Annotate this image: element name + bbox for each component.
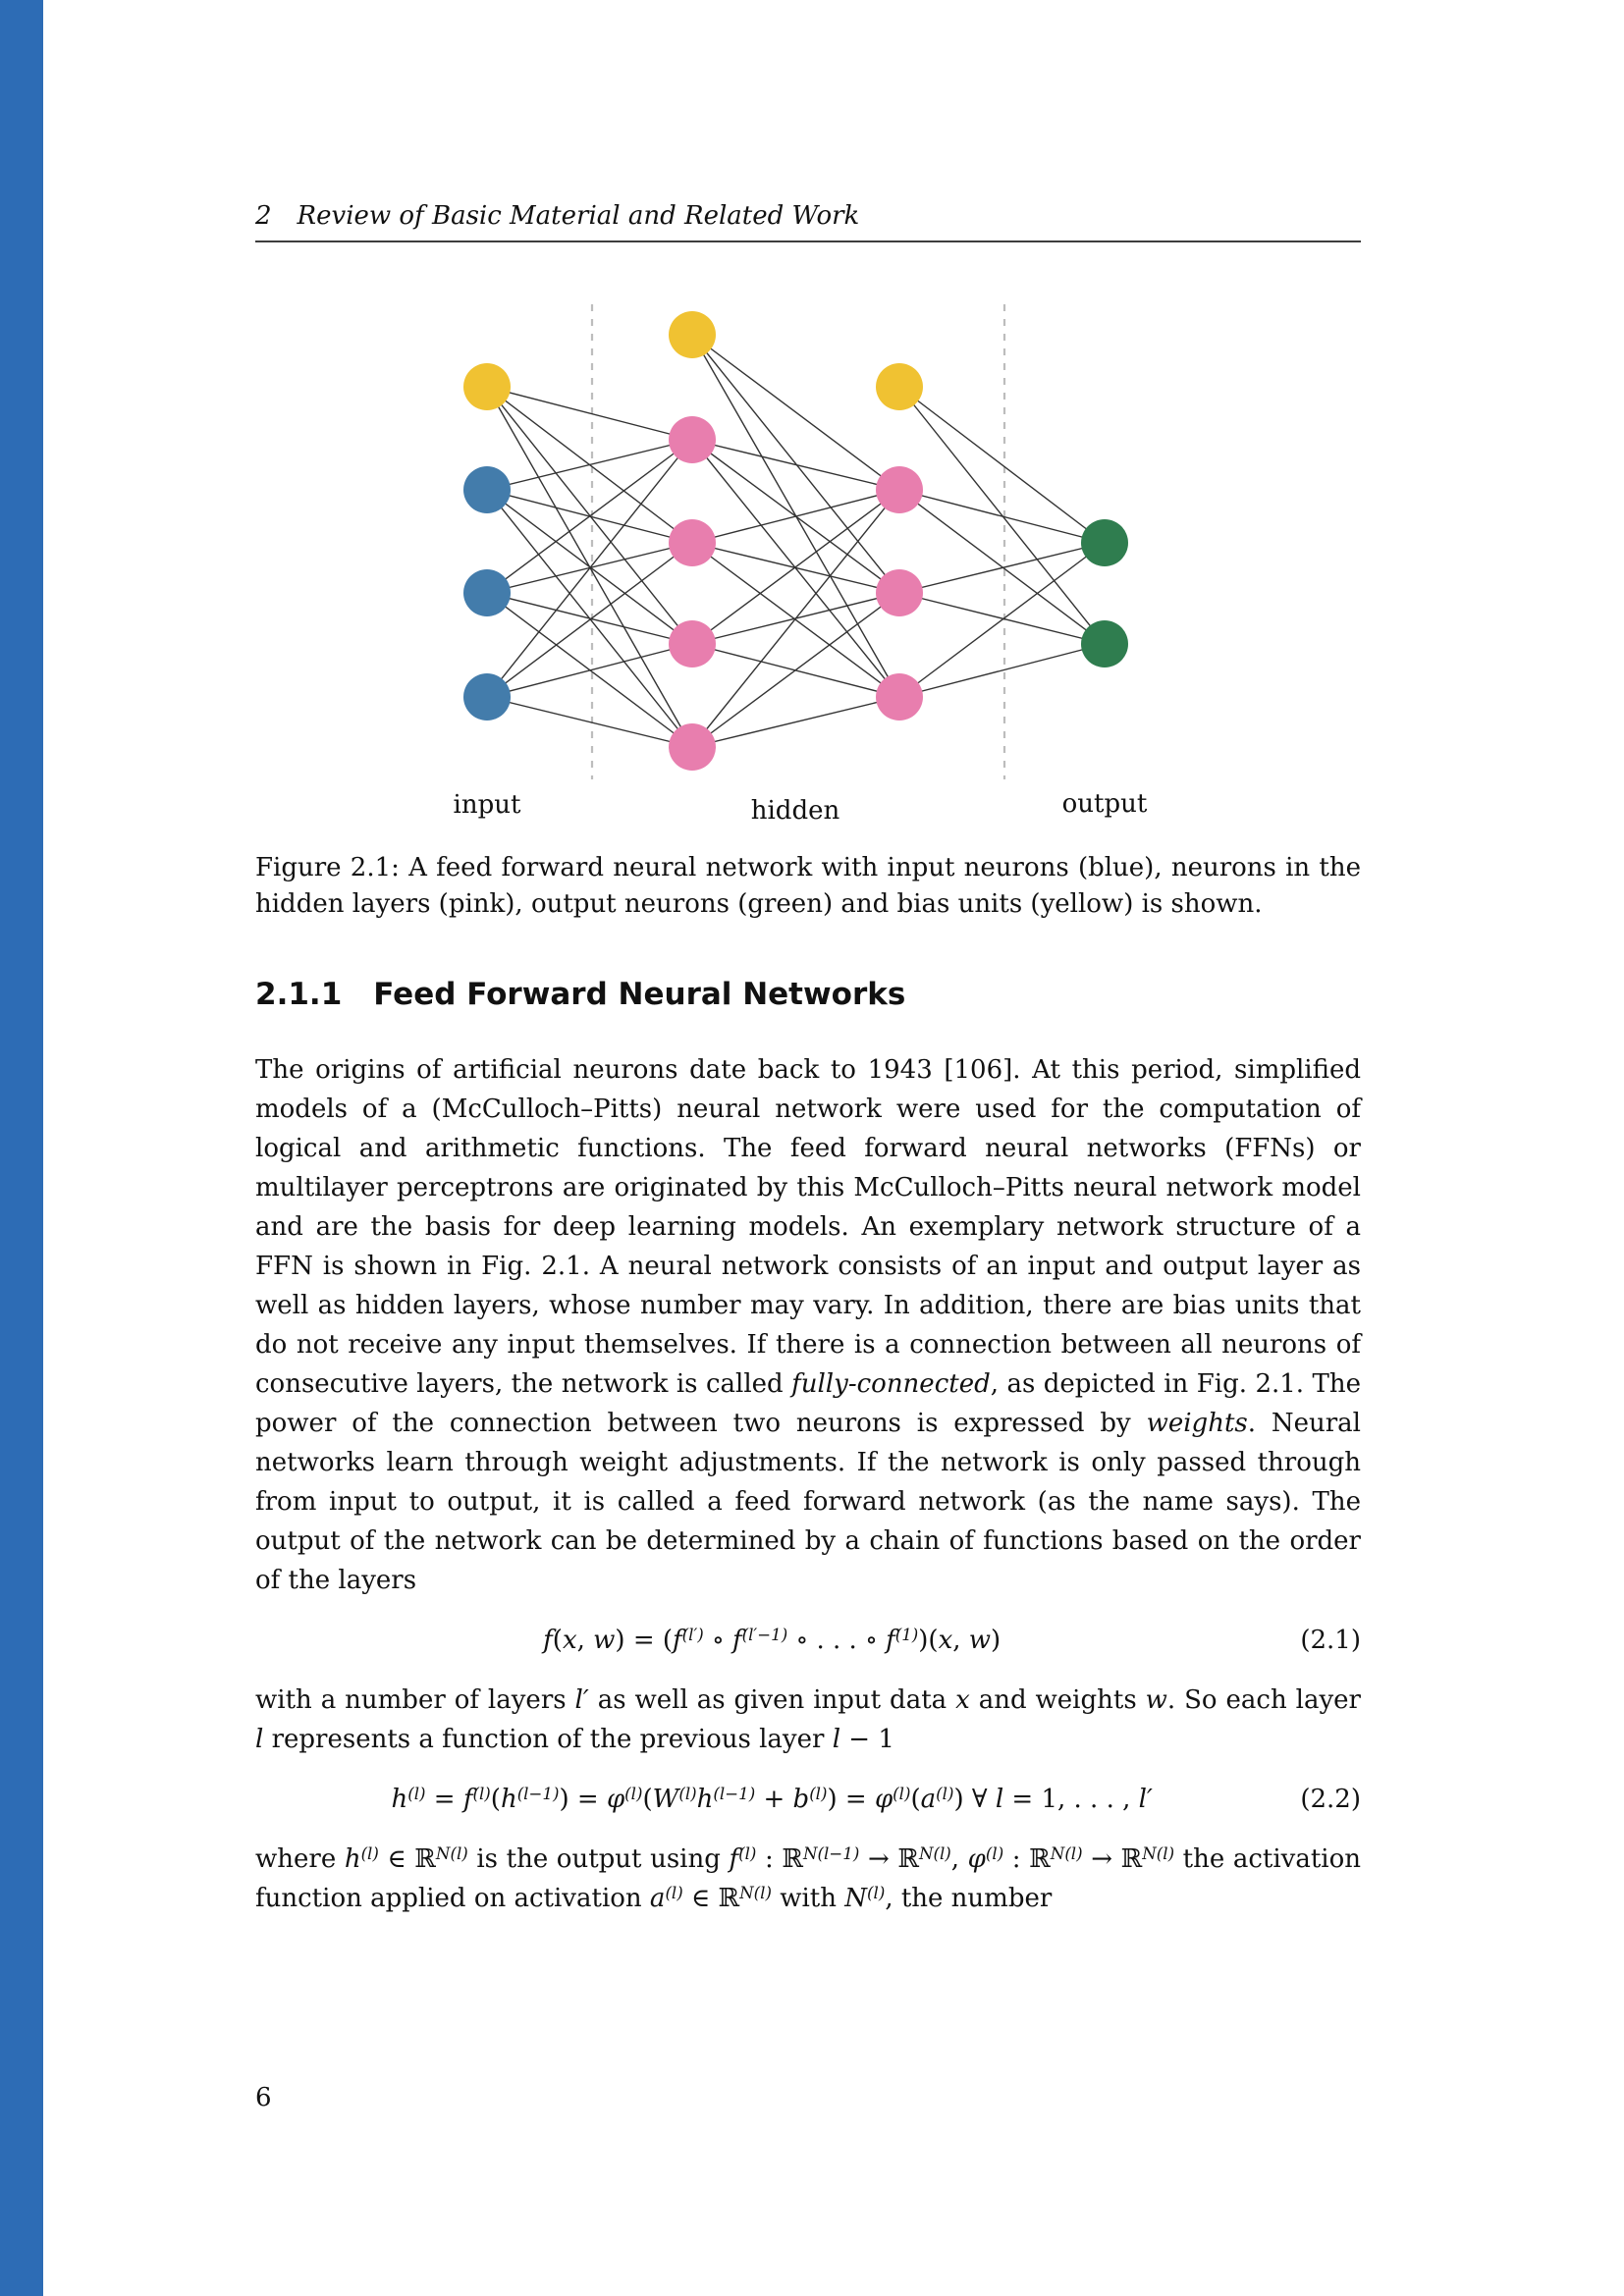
hidden-neuron-node xyxy=(876,673,923,721)
network-diagram xyxy=(420,291,1166,840)
input-neuron-node xyxy=(463,466,511,513)
layer-label: output xyxy=(1061,789,1148,819)
connection-edge xyxy=(899,490,1105,543)
input-neuron-node xyxy=(463,569,511,616)
connection-edge xyxy=(692,490,899,644)
connection-edge xyxy=(692,335,899,593)
connection-edge xyxy=(692,543,899,593)
running-header-title: Review of Basic Material and Related Work xyxy=(297,201,860,231)
hidden-neuron-node xyxy=(669,416,716,463)
hidden-neuron-node xyxy=(669,519,716,566)
connection-edge xyxy=(899,387,1105,644)
connection-edge xyxy=(899,543,1105,593)
connection-edge xyxy=(487,697,692,747)
equation-2-1-number: (2.1) xyxy=(1300,1626,1361,1655)
input-neuron-node xyxy=(463,673,511,721)
equation-2-2-number: (2.2) xyxy=(1300,1785,1361,1814)
connection-edge xyxy=(487,490,692,644)
connection-edge xyxy=(487,440,692,593)
paragraph-activation: where $h^{(l)}$ ∈ ℝ$^{N(l)}$ is the output using $f^{(l)}$ : ℝ$^{N(l-1)}$ → ℝ$^{N(l)}$, $\varphi^{(l)}$ : ℝ$^{N(l)}$ → ℝ$^{N(l)}$ the activation function applied on activation $a^{(l)}$ ∈ ℝ$^{N(l)}$ with $N^{(l)}$, the number xyxy=(255,1843,1362,1913)
bias-neuron-node xyxy=(463,363,511,410)
bias-neuron-node xyxy=(876,363,923,410)
hidden-neuron-node xyxy=(669,620,716,667)
layer-label: input xyxy=(453,790,521,820)
section-heading xyxy=(255,976,1361,1013)
connection-edge xyxy=(692,490,899,747)
connection-edge xyxy=(899,490,1105,644)
connection-edge xyxy=(487,440,692,697)
bias-neuron-node xyxy=(669,311,716,358)
connection-edge xyxy=(692,335,899,490)
connection-edge xyxy=(899,543,1105,697)
connection-edge xyxy=(899,593,1105,644)
layer-label: hidden xyxy=(750,796,840,826)
connection-edge xyxy=(899,387,1105,543)
paragraph-intro: The origins of artificial neurons date back to 1943 [106]. At this period, simplified models of a (McCulloch–Pitts) neural network were used for the computation of logical and arithmetic functions. The feed forward neural networks (FFNs) or multilayer perceptrons are originated by this McCulloch–Pitts neural network model and are the basis for deep learning models. An exemplary network structure of a FFN is shown in Fig. 2.1. A neural network consists of an input and output layer as well as hidden layers, whose number may vary. In addition, there are bias units that do not receive any input themselves. If there is a connection between all neurons of consecutive layers, the network is called fully-connected, as depicted in Fig. 2.1. The power of the connection between two neurons is expressed by weights. Neural networks learn through weight adjustments. If the network is only passed through from input to output, it is called a feed forward network (as the name says). The output of the network can be determined by a chain of functions based on the order of the layers xyxy=(255,1055,1362,1595)
hidden-neuron-node xyxy=(876,569,923,616)
section-title: Feed Forward Neural Networks xyxy=(373,977,906,1012)
running-header xyxy=(255,200,1361,232)
equation-2-2-body: $h^{(l)} = f^{(l)}(h^{(l-1)}) = \varphi^{(l)}(W^{(l)}h^{(l-1)} + b^{(l)}) = \varphi^{(l)}(a^{(l)})$ ∀ l = 1, . . . , l′ xyxy=(391,1784,1153,1814)
connection-edge xyxy=(692,440,899,490)
connection-edge xyxy=(487,644,692,697)
connection-edge xyxy=(692,490,899,543)
window-edge-bar xyxy=(0,0,43,2296)
connection-edge xyxy=(899,644,1105,697)
equation-2-2 xyxy=(255,1785,1361,1814)
hidden-neuron-node xyxy=(876,466,923,513)
figure-2-1 xyxy=(255,291,1361,923)
document-page xyxy=(255,0,1361,1918)
output-neuron-node xyxy=(1081,519,1128,566)
header-rule xyxy=(255,240,1361,242)
equation-2-1-body: f(x, $w) = (f^{(l')}$ ∘ $f^{(l'-1)}$ ∘ . . . ∘ $f^{(1)})(x$, w) xyxy=(543,1625,1001,1655)
page-number: 6 xyxy=(255,2083,272,2112)
running-header-chapter-number: 2 xyxy=(255,201,272,231)
section-number: 2.1.1 xyxy=(255,977,343,1012)
connection-edge xyxy=(487,387,692,644)
output-neuron-node xyxy=(1081,620,1128,667)
paragraph-layers: with a number of layers l′ as well as given input data x and weights w. So each layer l represents a function of the previous layer l − 1 xyxy=(255,1685,1361,1754)
connection-edge xyxy=(692,593,899,747)
connection-edge xyxy=(487,593,692,644)
connection-edge xyxy=(487,387,692,440)
connection-edge xyxy=(692,543,899,697)
hidden-neuron-node xyxy=(669,723,716,771)
figure-caption: Figure 2.1: A feed forward neural network with input neurons (blue), neurons in the hidden layers (pink), output neurons (green) and bias units (yellow) is shown. xyxy=(255,853,1361,919)
equation-2-1 xyxy=(255,1626,1361,1655)
connection-edge xyxy=(487,440,692,490)
connection-edge xyxy=(692,697,899,747)
